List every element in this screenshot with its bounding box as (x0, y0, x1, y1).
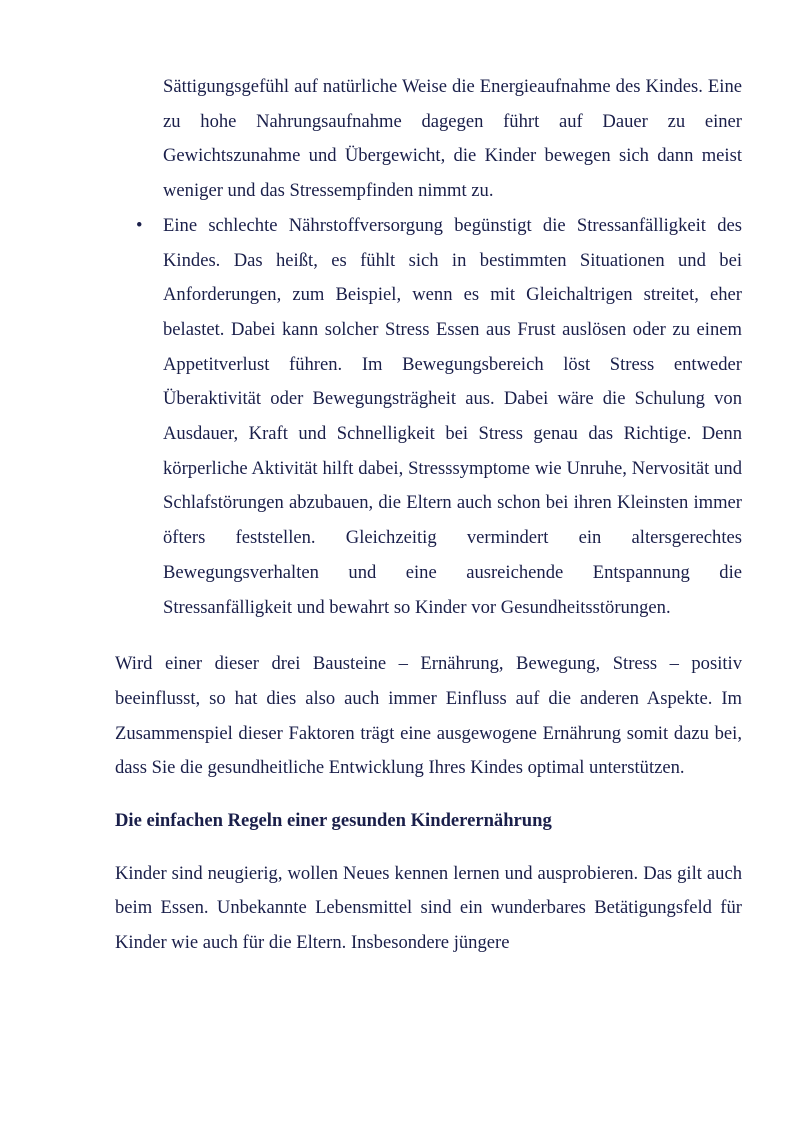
bullet-text: Eine schlechte Nährstoffversorgung begünstigt die Stressanfälligkeit des Kindes. Das heißt, es fühlt sich in bestimmten Situationen und bei Anforderungen, zum Beispiel, wenn es mit Gleichaltrigen streitet, eher belastet. Dabei kann solcher Stress Essen aus Frust auslösen oder zu einem Appetitverlust führen. Im Bewegungsbereich löst Stress entweder Überaktivität oder Bewegungsträgheit aus. Dabei wäre die Schulung von Ausdauer, Kraft und Schnelligkeit bei Stress genau das Richtige. Denn körperliche Aktivität hilft dabei, Stresssymptome wie Unruhe, Nervosität und Schlafstörungen abzubauen, die Eltern auch schon bei ihren Kleinsten immer öfters feststellen. Gleichzeitig vermindert ein altersgerechtes Bewegungsverhalten und eine ausreichende Entspannung die Stressanfälligkeit und bewahrt so Kinder vor Gesundheitsstörungen. (163, 214, 742, 618)
bullet-list (115, 70, 742, 625)
bullet-marker: • (136, 214, 143, 236)
bullet-item-stress (115, 209, 742, 625)
bullet-item-continued (115, 70, 742, 209)
body-paragraph-bausteine: Wird einer dieser drei Bausteine – Ernährung, Bewegung, Stress – positiv beeinflusst, so hat dies also auch immer Einfluss auf die anderen Aspekte. Im Zusammenspiel dieser Faktoren trägt eine ausgewogene Ernährung somit dazu bei, dass Sie die gesundheitliche Entwicklung Ihres Kindes optimal unterstützen. (115, 653, 742, 779)
document-page (115, 70, 742, 961)
section-heading: Die einfachen Regeln einer gesunden Kinderernährung (115, 810, 552, 832)
body-paragraph-neugierig: Kinder sind neugierig, wollen Neues kennen lernen und ausprobieren. Das gilt auch beim Essen. Unbekannte Lebensmittel sind ein wunderbares Betätigungsfeld für Kinder wie auch für die Eltern. Insbesondere jüngere (115, 862, 742, 954)
bullet-text: Sättigungsgefühl auf natürliche Weise die Energieaufnahme des Kindes. Eine zu hohe Nahrungsaufnahme dagegen führt auf Dauer zu einer Gewichtszunahme und Übergewicht, die Kinder bewegen sich dann meist weniger und das Stressempfinden nimmt zu. (163, 76, 742, 202)
